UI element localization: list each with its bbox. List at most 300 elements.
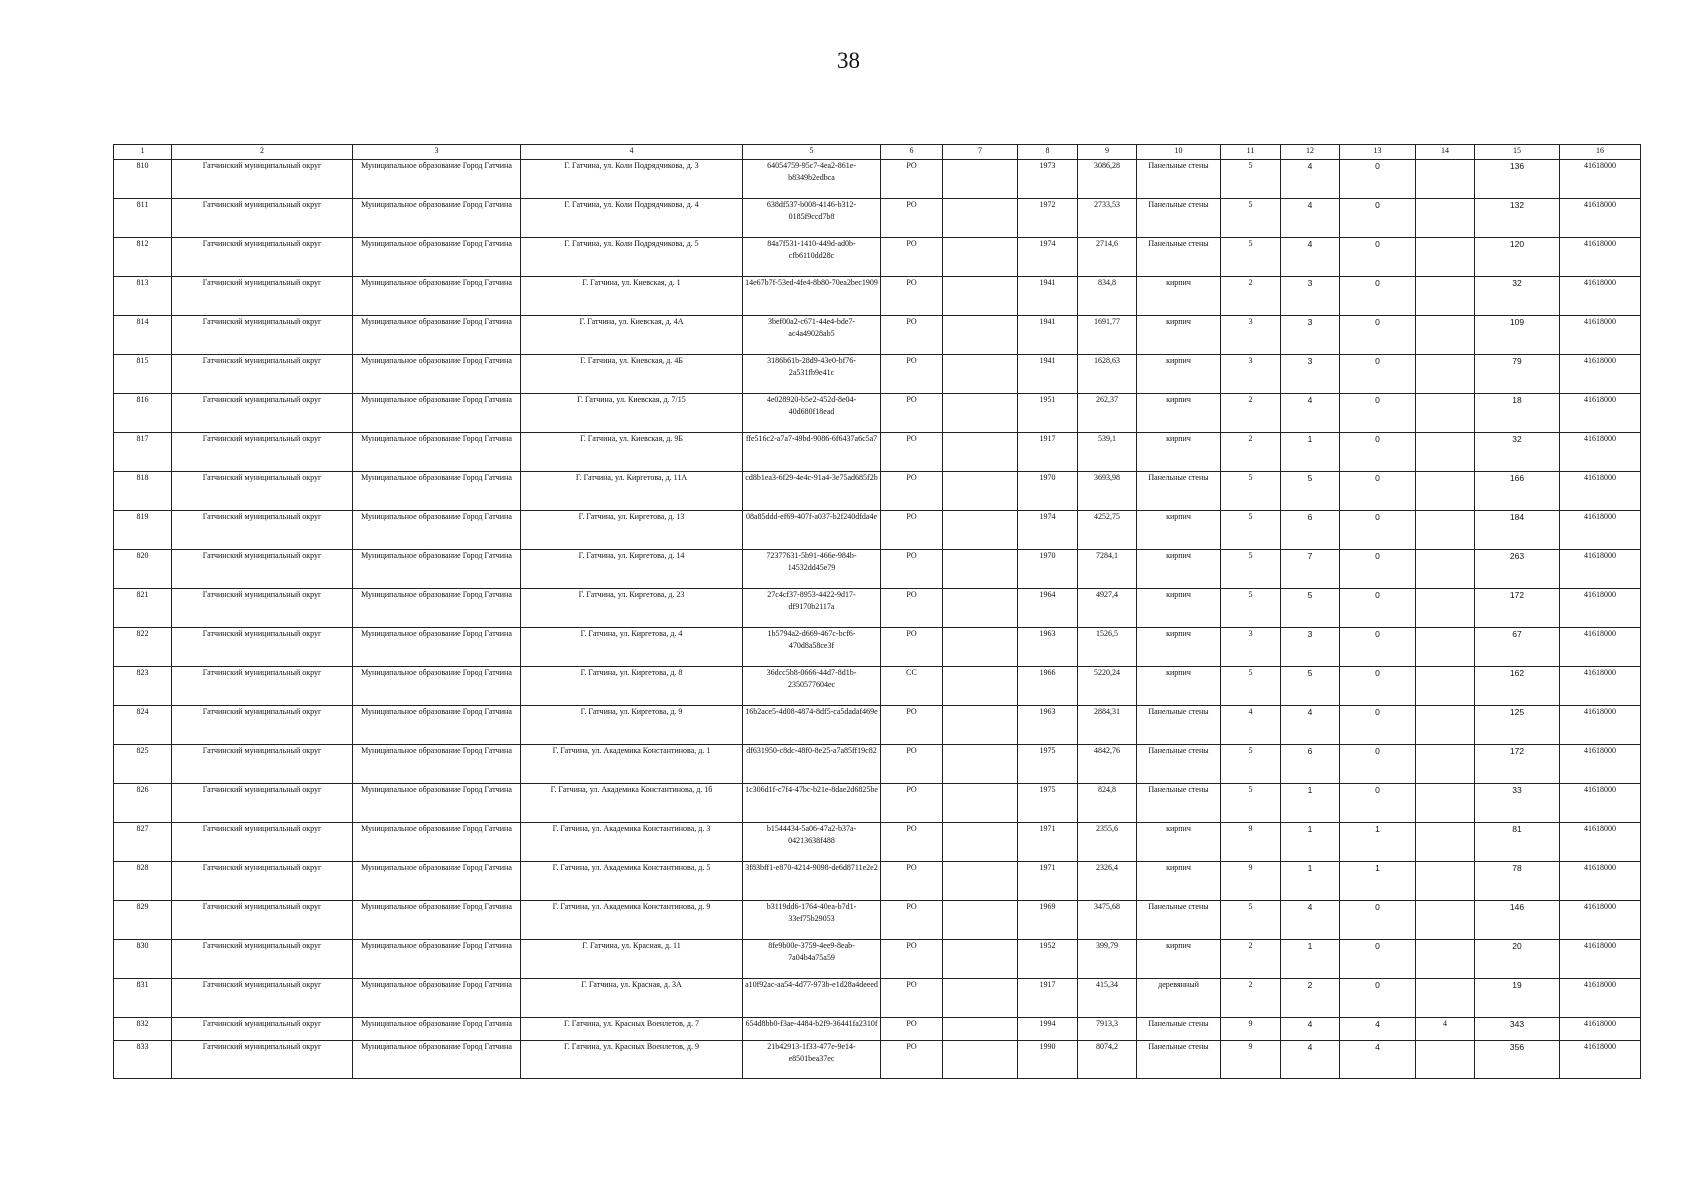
table-cell: 0 <box>1340 277 1416 316</box>
table-cell: 0 <box>1340 238 1416 277</box>
table-cell: Муниципальное образование Город Гатчина <box>353 823 521 862</box>
table-cell: 3475,68 <box>1078 901 1137 940</box>
table-cell: 4252,75 <box>1078 511 1137 550</box>
table-cell: 4 <box>1281 1018 1340 1041</box>
table-cell: 4 <box>1281 238 1340 277</box>
table-cell: 1691,77 <box>1078 316 1137 355</box>
table-cell: Г. Гатчина, ул. Киргетова, д. 11А <box>521 472 743 511</box>
table-cell: Муниципальное образование Город Гатчина <box>353 394 521 433</box>
table-cell: 109 <box>1475 316 1560 355</box>
table-cell: 41618000 <box>1560 511 1641 550</box>
column-header: 10 <box>1137 145 1221 160</box>
table-cell <box>943 823 1018 862</box>
table-cell: 5 <box>1221 745 1281 784</box>
table-cell: 1c306d1f-c7f4-47bc-b21e-8dae2d6825be <box>743 784 881 823</box>
table-cell: 41618000 <box>1560 316 1641 355</box>
table-cell: df631950-c8dc-48f0-8e25-a7a85ff19c82 <box>743 745 881 784</box>
table-cell: 1990 <box>1018 1041 1078 1079</box>
table-cell: Панельные стены <box>1137 199 1221 238</box>
table-cell: Гатчинский муниципальный округ <box>172 979 353 1018</box>
table-cell <box>1416 901 1475 940</box>
table-cell: 1969 <box>1018 901 1078 940</box>
table-cell: 41618000 <box>1560 199 1641 238</box>
table-cell <box>1416 199 1475 238</box>
table-cell: кирпич <box>1137 355 1221 394</box>
table-cell: Муниципальное образование Город Гатчина <box>353 160 521 199</box>
table-cell <box>1416 784 1475 823</box>
table-cell: Панельные стены <box>1137 706 1221 745</box>
table-cell: 0 <box>1340 667 1416 706</box>
column-header: 6 <box>881 145 943 160</box>
table-cell: 1970 <box>1018 472 1078 511</box>
table-cell: Г. Гатчина, ул. Красная, д. 11 <box>521 940 743 979</box>
table-cell: Г. Гатчина, ул. Киргетова, д. 13 <box>521 511 743 550</box>
table-cell <box>943 394 1018 433</box>
table-cell: 41618000 <box>1560 667 1641 706</box>
column-header: 12 <box>1281 145 1340 160</box>
table-cell: 3 <box>1281 628 1340 667</box>
table-cell: 0 <box>1340 784 1416 823</box>
table-cell: 4e028920-b5e2-452d-8e04-40d680f18ead <box>743 394 881 433</box>
table-cell <box>943 472 1018 511</box>
table-cell: 0 <box>1340 394 1416 433</box>
column-header: 2 <box>172 145 353 160</box>
table-cell <box>1416 706 1475 745</box>
table-cell: 4 <box>1340 1018 1416 1041</box>
table-cell: Муниципальное образование Город Гатчина <box>353 277 521 316</box>
table-cell <box>943 667 1018 706</box>
table-row <box>114 706 1641 745</box>
table-cell: 172 <box>1475 589 1560 628</box>
table-cell: 1975 <box>1018 745 1078 784</box>
table-cell: 5 <box>1221 472 1281 511</box>
table-cell: Гатчинский муниципальный округ <box>172 472 353 511</box>
table-cell: РО <box>881 1041 943 1079</box>
table-cell: 1917 <box>1018 433 1078 472</box>
table-cell: 1 <box>1281 862 1340 901</box>
table-cell: 5 <box>1281 589 1340 628</box>
table-cell <box>1416 238 1475 277</box>
table-cell: РО <box>881 160 943 199</box>
table-cell <box>1416 394 1475 433</box>
table-cell: 0 <box>1340 940 1416 979</box>
table-cell: Г. Гатчина, ул. Академика Константинова, д. 1б <box>521 784 743 823</box>
table-cell: 2355,6 <box>1078 823 1137 862</box>
table-cell: b3119dd6-1764-40ea-b7d1-33ef75b29053 <box>743 901 881 940</box>
table-cell: 41618000 <box>1560 355 1641 394</box>
table-cell: 4 <box>1281 394 1340 433</box>
table-cell <box>1416 589 1475 628</box>
table-cell: 0 <box>1340 745 1416 784</box>
table-cell: Гатчинский муниципальный округ <box>172 160 353 199</box>
table-cell: Муниципальное образование Город Гатчина <box>353 199 521 238</box>
table-cell: Муниципальное образование Город Гатчина <box>353 784 521 823</box>
table-cell: 72377631-5b91-466e-984b-14532dd45e79 <box>743 550 881 589</box>
table-cell: РО <box>881 238 943 277</box>
table-row <box>114 160 1641 199</box>
table-cell <box>1416 550 1475 589</box>
table-cell <box>1416 316 1475 355</box>
table-cell: 824,8 <box>1078 784 1137 823</box>
table-cell: Гатчинский муниципальный округ <box>172 1018 353 1041</box>
table-cell: 1917 <box>1018 979 1078 1018</box>
table-cell: РО <box>881 862 943 901</box>
table-cell: 3186b61b-28d9-43e0-bf76-2a531fb9e41c <box>743 355 881 394</box>
table-cell: Муниципальное образование Город Гатчина <box>353 862 521 901</box>
table-row <box>114 355 1641 394</box>
table-row <box>114 823 1641 862</box>
table-cell: 0 <box>1340 628 1416 667</box>
table-cell <box>943 277 1018 316</box>
table-cell: Панельные стены <box>1137 1018 1221 1041</box>
table-cell: Панельные стены <box>1137 238 1221 277</box>
table-cell: 262,37 <box>1078 394 1137 433</box>
table-cell: 0 <box>1340 199 1416 238</box>
table-cell: 5 <box>1221 511 1281 550</box>
table-row <box>114 199 1641 238</box>
table-cell <box>943 433 1018 472</box>
table-cell: Г. Гатчина, ул. Академика Константинова, д. 1 <box>521 745 743 784</box>
table-cell: 833 <box>114 1041 172 1079</box>
table-cell: 136 <box>1475 160 1560 199</box>
table-cell: 132 <box>1475 199 1560 238</box>
table-cell: 4 <box>1281 199 1340 238</box>
table-cell: 41618000 <box>1560 238 1641 277</box>
table-cell: Гатчинский муниципальный округ <box>172 511 353 550</box>
table-cell: 41618000 <box>1560 277 1641 316</box>
table-cell: 16b2ace5-4d08-4874-8df5-ca5dadaf469e <box>743 706 881 745</box>
table-cell: Гатчинский муниципальный округ <box>172 199 353 238</box>
table-cell: 4 <box>1281 1041 1340 1079</box>
table-cell: Г. Гатчина, ул. Красная, д. 3А <box>521 979 743 1018</box>
table-cell: 166 <box>1475 472 1560 511</box>
table-cell: 818 <box>114 472 172 511</box>
table-cell: 7913,3 <box>1078 1018 1137 1041</box>
table-cell: Г. Гатчина, ул. Киргетова, д. 9 <box>521 706 743 745</box>
table-cell: 815 <box>114 355 172 394</box>
table-cell <box>943 628 1018 667</box>
table-cell: 2 <box>1221 940 1281 979</box>
table-cell: 813 <box>114 277 172 316</box>
table-row <box>114 1041 1641 1079</box>
table-cell <box>1416 823 1475 862</box>
table-cell: 32 <box>1475 433 1560 472</box>
table-cell: Муниципальное образование Город Гатчина <box>353 940 521 979</box>
table-cell: РО <box>881 706 943 745</box>
table-cell: 3 <box>1221 355 1281 394</box>
table-cell: Г. Гатчина, ул. Коли Подрядчикова, д. 4 <box>521 199 743 238</box>
table-cell: Муниципальное образование Город Гатчина <box>353 628 521 667</box>
table-row <box>114 433 1641 472</box>
page-number: 38 <box>837 48 860 73</box>
table-cell: 7284,1 <box>1078 550 1137 589</box>
table-row <box>114 589 1641 628</box>
table-cell <box>1416 667 1475 706</box>
table-cell: 1628,63 <box>1078 355 1137 394</box>
table-cell: 356 <box>1475 1041 1560 1079</box>
table-cell: 1963 <box>1018 706 1078 745</box>
table-cell <box>1416 1041 1475 1079</box>
table-cell: a10f92ac-aa54-4d77-973b-e1d28a4deeed <box>743 979 881 1018</box>
table-cell: Панельные стены <box>1137 1041 1221 1079</box>
table-cell <box>943 1041 1018 1079</box>
table-cell <box>943 706 1018 745</box>
table-cell: кирпич <box>1137 823 1221 862</box>
table-cell: 9 <box>1221 1018 1281 1041</box>
table-cell: 20 <box>1475 940 1560 979</box>
table-cell: 3 <box>1281 316 1340 355</box>
table-cell: Г. Гатчина, ул. Киевская, д. 4Б <box>521 355 743 394</box>
table-cell: 41618000 <box>1560 628 1641 667</box>
table-cell: кирпич <box>1137 433 1221 472</box>
table-cell: деревянный <box>1137 979 1221 1018</box>
table-row <box>114 745 1641 784</box>
table-cell: 1971 <box>1018 862 1078 901</box>
table-cell: РО <box>881 277 943 316</box>
table-cell <box>1416 511 1475 550</box>
table-row <box>114 238 1641 277</box>
table-cell: 6 <box>1281 511 1340 550</box>
table-cell: 399,79 <box>1078 940 1137 979</box>
table-cell: Муниципальное образование Город Гатчина <box>353 550 521 589</box>
table-cell: Г. Гатчина, ул. Коли Подрядчикова, д. 5 <box>521 238 743 277</box>
table-cell: Гатчинский муниципальный округ <box>172 550 353 589</box>
table-row <box>114 511 1641 550</box>
table-cell: 810 <box>114 160 172 199</box>
table-row <box>114 472 1641 511</box>
table-cell: 41618000 <box>1560 979 1641 1018</box>
table-cell: РО <box>881 1018 943 1041</box>
table-cell: 27c4cf37-8953-4422-9d17-df9170b2117a <box>743 589 881 628</box>
table-cell: 32 <box>1475 277 1560 316</box>
table-cell: РО <box>881 550 943 589</box>
table-cell <box>1416 940 1475 979</box>
table-cell: 0 <box>1340 355 1416 394</box>
table-cell: 1964 <box>1018 589 1078 628</box>
table-cell: 5 <box>1221 238 1281 277</box>
table-cell: Г. Гатчина, ул. Киргетова, д. 8 <box>521 667 743 706</box>
table-cell: Панельные стены <box>1137 472 1221 511</box>
table-cell: 162 <box>1475 667 1560 706</box>
table-cell <box>1416 277 1475 316</box>
table-cell: 1971 <box>1018 823 1078 862</box>
table-cell: 1973 <box>1018 160 1078 199</box>
table-row <box>114 901 1641 940</box>
table-cell: 125 <box>1475 706 1560 745</box>
table-cell: Муниципальное образование Город Гатчина <box>353 238 521 277</box>
table-cell: 5 <box>1281 472 1340 511</box>
table-cell <box>1416 862 1475 901</box>
table-cell: Муниципальное образование Город Гатчина <box>353 316 521 355</box>
table-cell: Г. Гатчина, ул. Академика Константинова, д. 3 <box>521 823 743 862</box>
table-cell: Гатчинский муниципальный округ <box>172 823 353 862</box>
table-cell: 1966 <box>1018 667 1078 706</box>
table-cell: 3086,28 <box>1078 160 1137 199</box>
table-cell: 5 <box>1221 901 1281 940</box>
table-cell: 5 <box>1221 784 1281 823</box>
table-cell: Муниципальное образование Город Гатчина <box>353 1018 521 1041</box>
table-cell: 0 <box>1340 316 1416 355</box>
table-cell: РО <box>881 472 943 511</box>
table-cell: Гатчинский муниципальный округ <box>172 316 353 355</box>
table-cell: кирпич <box>1137 589 1221 628</box>
table-cell: 67 <box>1475 628 1560 667</box>
table-cell: 5220,24 <box>1078 667 1137 706</box>
table-cell: 2714,6 <box>1078 238 1137 277</box>
table-cell: 4 <box>1221 706 1281 745</box>
table-cell: 0 <box>1340 901 1416 940</box>
table-cell: РО <box>881 199 943 238</box>
table-cell: 21b42913-1f33-477e-9e14-e8501bea37ec <box>743 1041 881 1079</box>
table-row <box>114 1018 1641 1041</box>
column-header: 13 <box>1340 145 1416 160</box>
table-cell: ffe516c2-a7a7-49bd-9086-6f6437a6c5a7 <box>743 433 881 472</box>
table-cell: 41618000 <box>1560 706 1641 745</box>
table-cell: 4842,76 <box>1078 745 1137 784</box>
table-body <box>114 160 1641 1079</box>
table-cell <box>1416 628 1475 667</box>
table-cell: 638df537-b008-4146-b312-0185f9ccd7b8 <box>743 199 881 238</box>
table-cell: 0 <box>1340 589 1416 628</box>
table-cell: Гатчинский муниципальный округ <box>172 628 353 667</box>
table-cell: 120 <box>1475 238 1560 277</box>
table-cell <box>943 511 1018 550</box>
table-cell: Г. Гатчина, ул. Киевская, д. 1 <box>521 277 743 316</box>
column-header: 15 <box>1475 145 1560 160</box>
column-header: 9 <box>1078 145 1137 160</box>
table-cell: 0 <box>1340 433 1416 472</box>
table-cell: 14e67b7f-53ed-4fe4-8b80-70ea2bec1909 <box>743 277 881 316</box>
table-cell: РО <box>881 745 943 784</box>
table-row <box>114 667 1641 706</box>
table-cell: cd8b1ea3-6f29-4e4c-91a4-3e75ad685f2b <box>743 472 881 511</box>
table-cell: 829 <box>114 901 172 940</box>
table-cell: 826 <box>114 784 172 823</box>
column-header: 8 <box>1018 145 1078 160</box>
table-cell: 0 <box>1340 979 1416 1018</box>
table-cell: 5 <box>1221 160 1281 199</box>
table-cell: 41618000 <box>1560 823 1641 862</box>
table-cell: b1544434-5a06-47a2-b37a-04213638f488 <box>743 823 881 862</box>
table-cell: Г. Гатчина, ул. Академика Константинова, д. 9 <box>521 901 743 940</box>
table-cell: Г. Гатчина, ул. Киргетова, д. 23 <box>521 589 743 628</box>
column-header: 11 <box>1221 145 1281 160</box>
table-cell: Гатчинский муниципальный округ <box>172 745 353 784</box>
table-cell: 654d8bb0-f3ae-4484-b2f9-36441fa2310f <box>743 1018 881 1041</box>
table-cell: 2 <box>1221 277 1281 316</box>
table-cell: 1 <box>1281 823 1340 862</box>
table-cell: 825 <box>114 745 172 784</box>
table-cell: Панельные стены <box>1137 745 1221 784</box>
table-cell: Муниципальное образование Город Гатчина <box>353 706 521 745</box>
table-row <box>114 979 1641 1018</box>
table-cell: Гатчинский муниципальный округ <box>172 706 353 745</box>
table-cell: 832 <box>114 1018 172 1041</box>
table-cell: 1526,5 <box>1078 628 1137 667</box>
table-cell: Муниципальное образование Город Гатчина <box>353 511 521 550</box>
column-header: 3 <box>353 145 521 160</box>
table-row <box>114 394 1641 433</box>
table-cell: 3bef00a2-c671-44e4-bde7-ac4a49028ab5 <box>743 316 881 355</box>
table-cell: 9 <box>1221 1041 1281 1079</box>
table-cell: 263 <box>1475 550 1560 589</box>
table-cell: 1974 <box>1018 238 1078 277</box>
table-cell: 1952 <box>1018 940 1078 979</box>
table-row <box>114 862 1641 901</box>
table-cell: Панельные стены <box>1137 901 1221 940</box>
table-cell: РО <box>881 628 943 667</box>
table-cell: 2733,53 <box>1078 199 1137 238</box>
table-cell <box>943 316 1018 355</box>
table-cell: кирпич <box>1137 550 1221 589</box>
table-cell: 817 <box>114 433 172 472</box>
table-cell: РО <box>881 316 943 355</box>
table-cell: 2 <box>1221 394 1281 433</box>
table-cell: 3 <box>1221 628 1281 667</box>
table-cell: 816 <box>114 394 172 433</box>
table-cell: 824 <box>114 706 172 745</box>
table-cell: 3f83bff1-e870-4214-9098-de6d8711e2e2 <box>743 862 881 901</box>
table-cell: 1994 <box>1018 1018 1078 1041</box>
table-cell: Гатчинский муниципальный округ <box>172 862 353 901</box>
table-cell <box>943 901 1018 940</box>
table-cell: 819 <box>114 511 172 550</box>
table-cell: РО <box>881 394 943 433</box>
table-cell: 814 <box>114 316 172 355</box>
table-cell: 41618000 <box>1560 433 1641 472</box>
table-cell: Гатчинский муниципальный округ <box>172 277 353 316</box>
table-cell: РО <box>881 355 943 394</box>
table-cell: кирпич <box>1137 667 1221 706</box>
column-header: 14 <box>1416 145 1475 160</box>
table-cell: РО <box>881 589 943 628</box>
table-cell <box>1416 160 1475 199</box>
table-cell: 1972 <box>1018 199 1078 238</box>
table-cell: 4 <box>1281 901 1340 940</box>
column-header: 16 <box>1560 145 1641 160</box>
table-cell: 1970 <box>1018 550 1078 589</box>
table-cell: 3 <box>1281 277 1340 316</box>
table-cell: 4 <box>1281 706 1340 745</box>
table-cell: 820 <box>114 550 172 589</box>
table-cell: 41618000 <box>1560 589 1641 628</box>
table-cell: Г. Гатчина, ул. Киргетова, д. 14 <box>521 550 743 589</box>
housing-registry-table <box>113 144 1641 1079</box>
table-cell: 1975 <box>1018 784 1078 823</box>
table-row <box>114 550 1641 589</box>
table-cell: Гатчинский муниципальный округ <box>172 394 353 433</box>
table-cell: кирпич <box>1137 940 1221 979</box>
table-cell: 146 <box>1475 901 1560 940</box>
table-cell: 811 <box>114 199 172 238</box>
table-cell: 2 <box>1281 979 1340 1018</box>
table-cell: РО <box>881 940 943 979</box>
table-cell: Панельные стены <box>1137 784 1221 823</box>
table-cell: Муниципальное образование Город Гатчина <box>353 1041 521 1079</box>
table-cell: 41618000 <box>1560 472 1641 511</box>
table-row <box>114 316 1641 355</box>
table-cell: 5 <box>1221 589 1281 628</box>
table-cell: Г. Гатчина, ул. Киргетова, д. 4 <box>521 628 743 667</box>
table-cell: 822 <box>114 628 172 667</box>
table-cell: Гатчинский муниципальный округ <box>172 1041 353 1079</box>
table-cell: Г. Гатчина, ул. Киевская, д. 7/15 <box>521 394 743 433</box>
table-cell: РО <box>881 979 943 1018</box>
table-cell: 18 <box>1475 394 1560 433</box>
table-cell: 823 <box>114 667 172 706</box>
column-header: 1 <box>114 145 172 160</box>
table-cell <box>943 1018 1018 1041</box>
